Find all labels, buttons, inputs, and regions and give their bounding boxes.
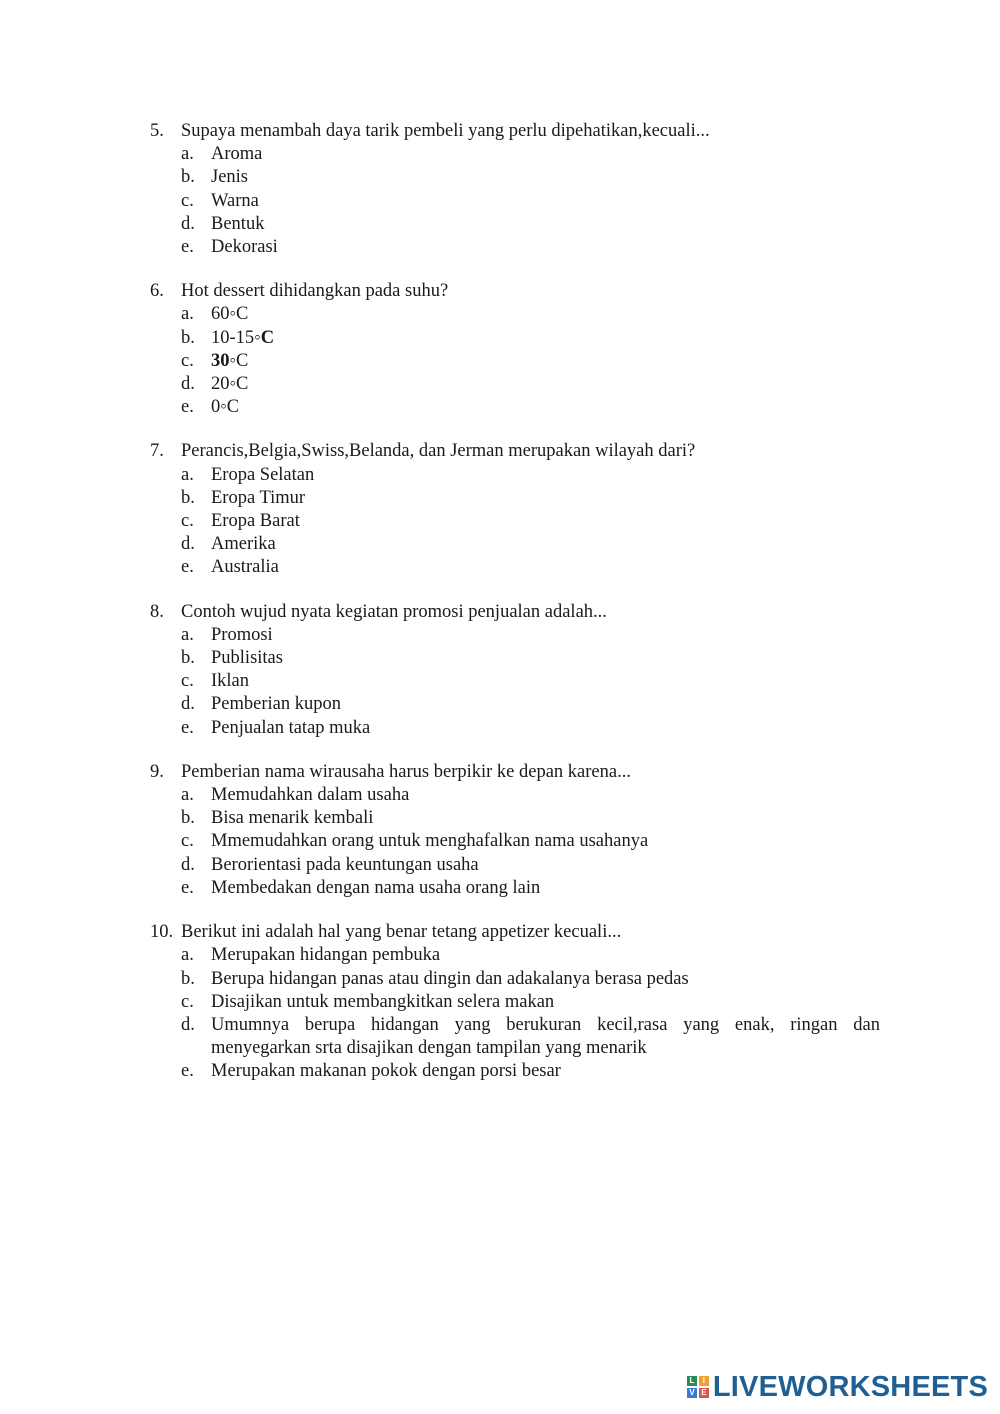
answer-option (181, 166, 880, 189)
option-text-part: Eropa Timur (211, 487, 306, 508)
option-text-part: Umumnya berupa hidangan yang berukuran kecil,rasa yang enak, ringan dan menyegarkan srta disajikan dengan tampilan yang menarik (211, 1014, 880, 1059)
option-letter: c. (181, 671, 194, 692)
option-text-part: Publisitas (211, 648, 283, 669)
option-list (150, 944, 880, 1083)
option-text (211, 303, 880, 326)
option-text (211, 830, 880, 853)
answer-option (181, 647, 880, 670)
question-header (150, 601, 880, 624)
option-text-part: Membedakan dengan nama usaha orang lain (211, 877, 541, 898)
answer-option (181, 464, 880, 487)
option-text-part: 10-15◦ (211, 327, 261, 348)
option-letter: a. (181, 464, 194, 485)
option-letter: b. (181, 968, 195, 989)
question-item (150, 280, 880, 419)
question-list (150, 120, 880, 1105)
question-number: 8. (150, 601, 164, 622)
answer-option (181, 877, 880, 900)
option-text-part: C (260, 327, 275, 348)
option-text-part: Jenis (211, 167, 248, 188)
answer-option (181, 327, 880, 350)
option-letter: e. (181, 237, 194, 258)
option-letter: c. (181, 831, 194, 852)
liveworksheets-logo-icon (687, 1376, 709, 1398)
answer-option (181, 991, 880, 1014)
answer-option (181, 190, 880, 213)
question-number: 5. (150, 121, 164, 141)
option-text (211, 647, 880, 670)
question-text: Supaya menambah daya tarik pembeli yang perlu dipehatikan,kecuali... (181, 121, 710, 141)
option-text (211, 373, 880, 396)
option-text (211, 487, 880, 510)
answer-option (181, 807, 880, 830)
option-letter: b. (181, 648, 195, 669)
option-text (211, 533, 880, 556)
liveworksheets-brand (687, 1370, 988, 1404)
option-text (211, 877, 880, 900)
option-letter: c. (181, 511, 194, 532)
question-item (150, 440, 880, 579)
option-text (211, 1014, 880, 1060)
question-header (150, 761, 880, 784)
question-header (150, 440, 880, 463)
question-item (150, 601, 880, 740)
option-text (211, 968, 880, 991)
option-letter: d. (181, 534, 195, 555)
answer-option (181, 624, 880, 647)
option-text (211, 807, 880, 830)
option-text-part: Berupa hidangan panas atau dingin dan adakalanya berasa pedas (211, 968, 689, 989)
option-text (211, 166, 880, 189)
option-text (211, 510, 880, 533)
question-header (150, 280, 880, 303)
answer-option (181, 143, 880, 166)
option-text (211, 396, 880, 419)
option-list (150, 784, 880, 900)
option-text (211, 143, 880, 166)
option-letter: b. (181, 808, 195, 829)
question-text: Hot dessert dihidangkan pada suhu? (181, 281, 449, 302)
option-text-part: Australia (211, 557, 279, 578)
option-text-part: Berorientasi pada keuntungan usaha (211, 854, 479, 875)
option-text (211, 784, 880, 807)
option-text (211, 670, 880, 693)
brand-text: LIVEWORKSHEETS (712, 1370, 988, 1403)
option-letter: c. (181, 350, 194, 371)
option-letter: d. (181, 213, 195, 234)
option-letter: e. (181, 557, 194, 578)
option-text (211, 624, 880, 647)
option-text-part: Pemberian kupon (211, 694, 341, 715)
option-text-part: Dekorasi (211, 237, 278, 258)
option-list (150, 303, 880, 419)
option-text-part: 60◦C (211, 304, 249, 325)
option-text-part: Iklan (211, 671, 250, 692)
option-list (150, 624, 880, 740)
option-text-part: ◦C (229, 350, 249, 371)
answer-option (181, 830, 880, 853)
option-text-part: Merupakan makanan pokok dengan porsi besar (211, 1061, 561, 1082)
option-letter: b. (181, 327, 195, 348)
option-text (211, 213, 880, 236)
option-letter: b. (181, 167, 195, 188)
question-text: Contoh wujud nyata kegiatan promosi penjualan adalah... (181, 601, 607, 622)
option-text-part: Bentuk (211, 213, 265, 234)
option-text (211, 1060, 880, 1083)
question-item (150, 921, 880, 1083)
answer-option (181, 784, 880, 807)
option-text-part: Merupakan hidangan pembuka (211, 945, 441, 966)
answer-option (181, 1014, 880, 1060)
option-text (211, 693, 880, 716)
question-header (150, 120, 880, 143)
option-letter: d. (181, 694, 195, 715)
option-text-part: Aroma (211, 144, 263, 165)
question-number: 7. (150, 441, 164, 462)
option-text (211, 556, 880, 579)
option-letter: a. (181, 624, 194, 645)
answer-option (181, 510, 880, 533)
option-text (211, 327, 880, 350)
logo-cell: V (687, 1388, 697, 1398)
answer-option (181, 717, 880, 740)
option-text-part: Promosi (211, 624, 273, 645)
answer-option (181, 396, 880, 419)
option-text-part: Warna (211, 190, 259, 211)
logo-cell: I (699, 1376, 709, 1386)
option-text-part: Eropa Barat (211, 511, 300, 532)
option-text-part: 20◦C (211, 374, 249, 395)
answer-option (181, 487, 880, 510)
answer-option (181, 854, 880, 877)
question-text: Pemberian nama wirausaha harus berpikir ke depan karena... (181, 761, 631, 782)
option-list (150, 464, 880, 580)
option-letter: a. (181, 785, 194, 806)
option-text (211, 944, 880, 967)
option-letter: d. (181, 374, 195, 395)
option-text (211, 464, 880, 487)
option-letter: e. (181, 1061, 194, 1082)
option-letter: e. (181, 717, 194, 738)
answer-option (181, 1060, 880, 1083)
answer-option (181, 556, 880, 579)
option-letter: a. (181, 304, 194, 325)
option-letter: b. (181, 487, 195, 508)
option-letter: e. (181, 397, 194, 418)
question-item (150, 761, 880, 900)
question-number: 6. (150, 281, 164, 302)
option-text (211, 854, 880, 877)
option-text-part: Amerika (211, 534, 276, 555)
question-header (150, 921, 880, 944)
option-text-part: 30 (211, 350, 230, 371)
answer-option (181, 350, 880, 373)
answer-option (181, 670, 880, 693)
logo-cell: L (687, 1376, 697, 1386)
option-letter: c. (181, 991, 194, 1012)
answer-option (181, 693, 880, 716)
option-text (211, 236, 880, 259)
answer-option (181, 533, 880, 556)
option-text (211, 350, 880, 373)
option-letter: a. (181, 945, 194, 966)
option-list (150, 143, 880, 259)
question-number: 10. (150, 922, 174, 943)
answer-option (181, 968, 880, 991)
option-letter: e. (181, 877, 194, 898)
option-text-part: Mmemudahkan orang untuk menghafalkan nama usahanya (211, 831, 649, 852)
option-text-part: Penjualan tatap muka (211, 717, 371, 738)
option-text-part: Disajikan untuk membangkitkan selera makan (211, 991, 555, 1012)
answer-option (181, 373, 880, 396)
question-item (150, 120, 880, 259)
option-text-part: Memudahkan dalam usaha (211, 785, 410, 806)
option-letter: d. (181, 854, 195, 875)
option-letter: a. (181, 144, 194, 165)
logo-cell: E (699, 1388, 709, 1398)
answer-option (181, 303, 880, 326)
option-text (211, 991, 880, 1014)
option-letter: c. (181, 190, 194, 211)
answer-option (181, 213, 880, 236)
answer-option (181, 236, 880, 259)
option-text-part: Eropa Selatan (211, 464, 315, 485)
option-text (211, 190, 880, 213)
option-text (211, 717, 880, 740)
question-text: Berikut ini adalah hal yang benar tetang appetizer kecuali... (181, 922, 622, 943)
question-text: Perancis,Belgia,Swiss,Belanda, dan Jerman merupakan wilayah dari? (181, 441, 696, 462)
option-text-part: 0◦C (211, 397, 240, 418)
question-number: 9. (150, 761, 164, 782)
option-letter: d. (181, 1014, 195, 1035)
option-text-part: Bisa menarik kembali (211, 808, 374, 829)
answer-option (181, 944, 880, 967)
